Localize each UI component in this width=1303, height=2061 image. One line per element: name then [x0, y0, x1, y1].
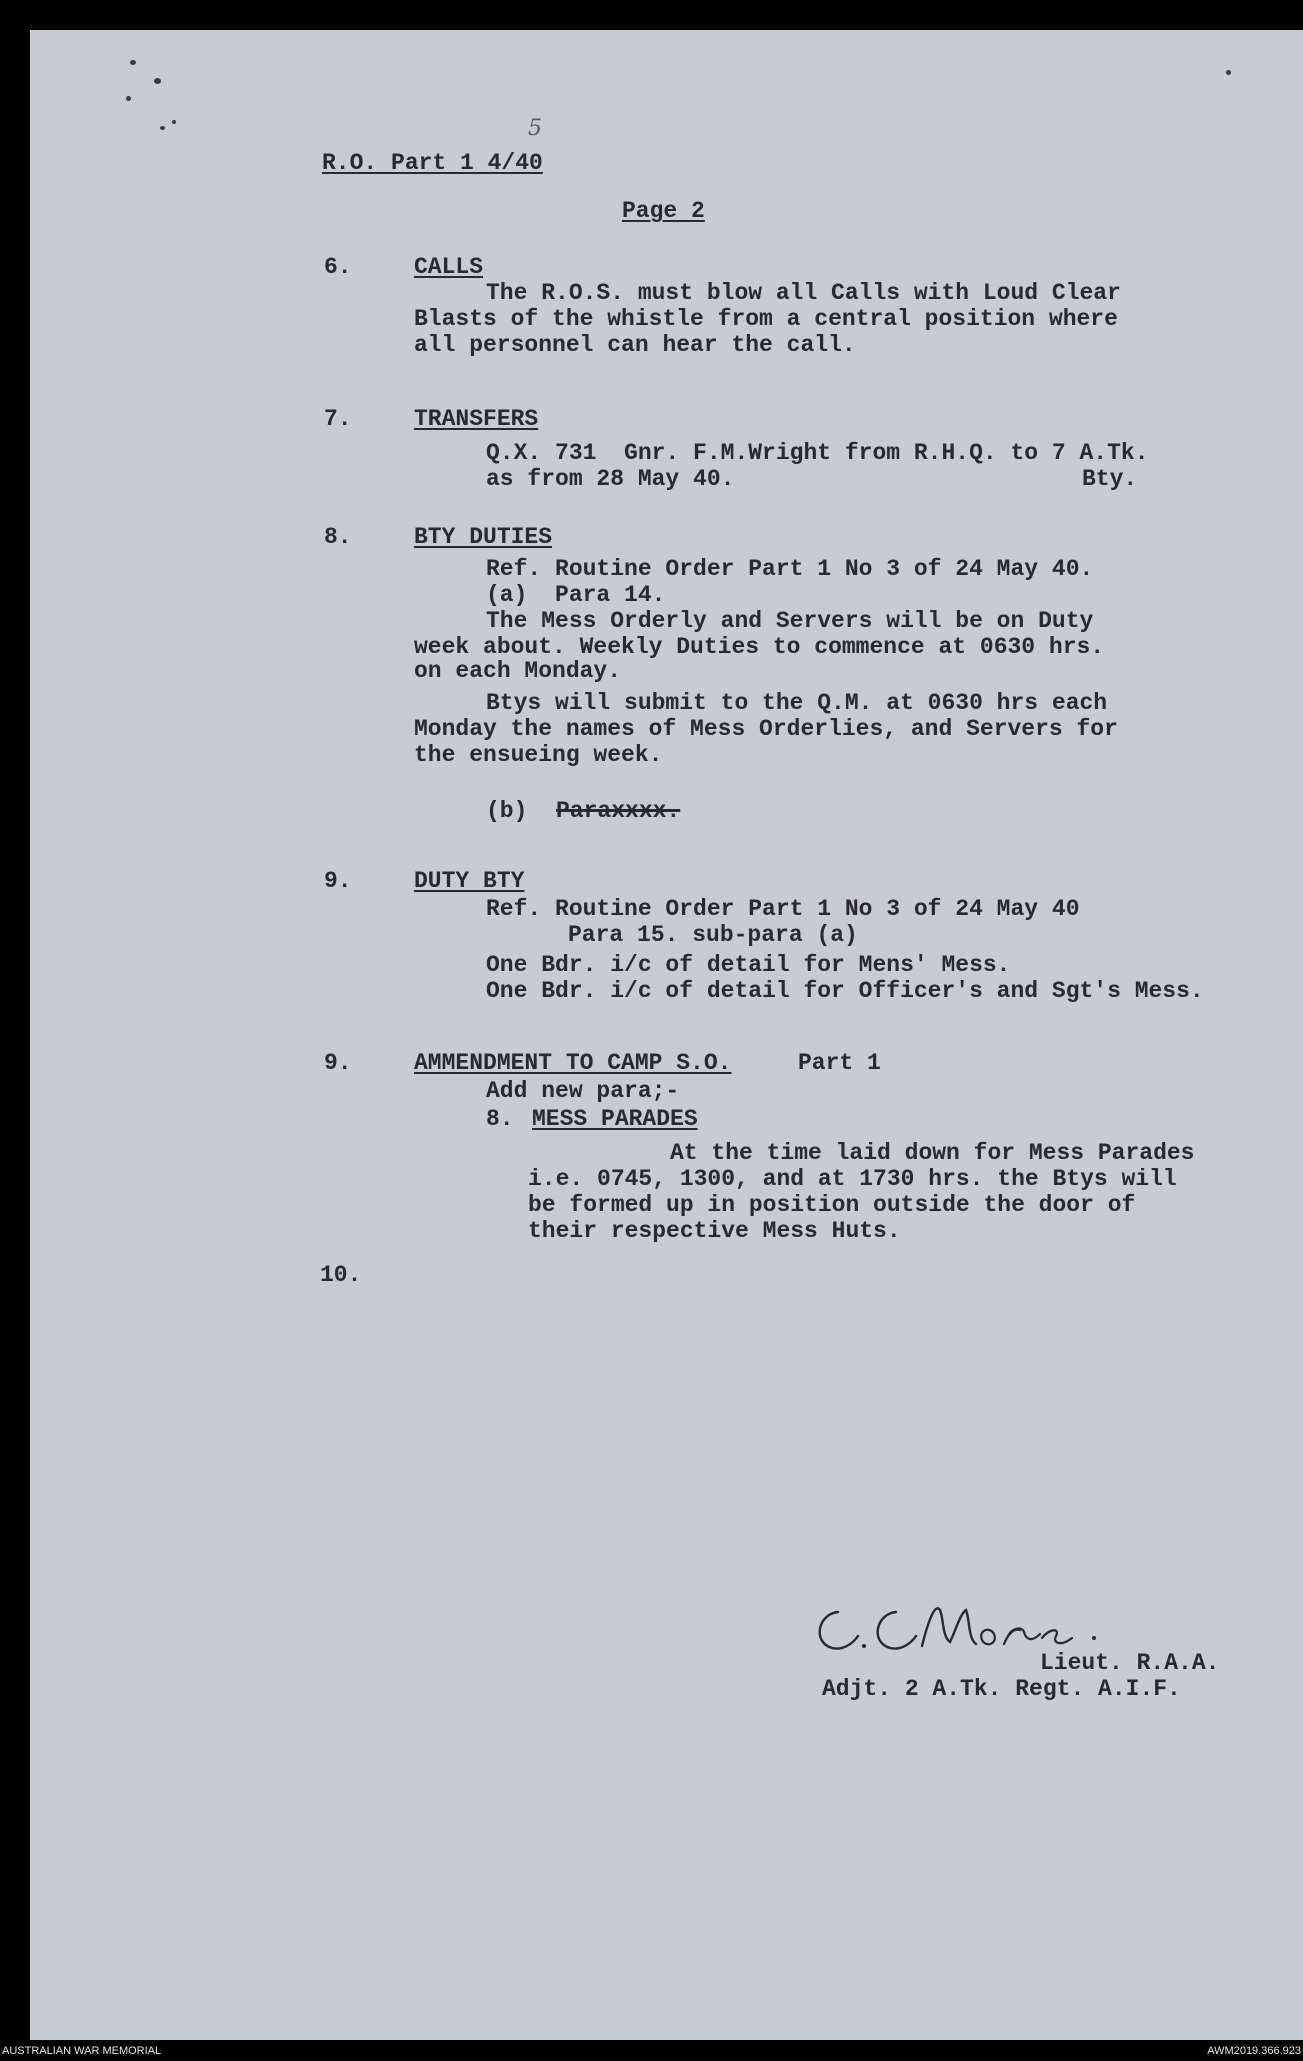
document-header: R.O. Part 1 4/40	[322, 150, 543, 176]
section-line: week about. Weekly Duties to commence at 0630 hrs.	[414, 634, 1105, 660]
section-line: 8.	[486, 1106, 514, 1132]
section-line: Btys will submit to the Q.M. at 0630 hrs each	[486, 690, 1108, 716]
ink-smudge	[154, 78, 161, 84]
section-heading-suffix: Part 1	[798, 1050, 881, 1076]
section-number: 9.	[324, 868, 352, 894]
subheading: MESS PARADES	[532, 1106, 698, 1132]
section-line: One Bdr. i/c of detail for Officer's and Sgt's Mess.	[486, 978, 1204, 1004]
section-line: as from 28 May 40.	[486, 466, 735, 492]
section-line: all personnel can hear the call.	[414, 332, 856, 358]
section-line: One Bdr. i/c of detail for Mens' Mess.	[486, 952, 1011, 978]
section-line: The R.O.S. must blow all Calls with Loud Clear	[486, 280, 1121, 306]
ink-smudge	[1226, 70, 1231, 75]
section-line: Add new para;-	[486, 1078, 680, 1104]
next-section-mark: 10.	[320, 1262, 362, 1288]
section-line: At the time laid down for Mess Parades	[670, 1140, 1195, 1166]
section-heading: AMMENDMENT TO CAMP S.O.	[414, 1050, 732, 1076]
section-line: (a) Para 14.	[486, 582, 666, 608]
ink-smudge	[172, 120, 176, 124]
section-heading: CALLS	[414, 254, 484, 280]
footer-accession: AWM2019.366.923	[1207, 2045, 1301, 2057]
section-line: Blasts of the whistle from a central position where	[414, 306, 1118, 332]
section-number: 9.	[324, 1050, 352, 1076]
section-line: i.e. 0745, 1300, and at 1730 hrs. the Btys will	[528, 1166, 1177, 1192]
footer-institution: AUSTRALIAN WAR MEMORIAL	[2, 2045, 162, 2057]
handwritten-page-number: 5	[528, 116, 542, 141]
ink-smudge	[130, 60, 136, 65]
struck-text: Paraxxxx.	[556, 798, 681, 824]
section-line: Para 15. sub-para (a)	[568, 922, 858, 948]
ink-smudge	[126, 96, 131, 101]
section-heading: DUTY BTY	[414, 868, 525, 894]
document-sheet	[30, 30, 1303, 2040]
typed-document	[30, 30, 1303, 2040]
section-line: (b)	[486, 798, 528, 824]
section-line: The Mess Orderly and Servers will be on Duty	[486, 608, 1094, 634]
section-number: 7.	[324, 406, 352, 432]
section-line: Ref. Routine Order Part 1 No 3 of 24 May 40	[486, 896, 1080, 922]
section-line: Monday the names of Mess Orderlies, and Servers for	[414, 716, 1118, 742]
section-heading: TRANSFERS	[414, 406, 539, 432]
section-line: Q.X. 731 Gnr. F.M.Wright from R.H.Q. to 7 A.Tk.	[486, 440, 1149, 466]
signoff-rank: Lieut. R.A.A.	[1040, 1650, 1220, 1676]
section-line: on each Monday.	[414, 658, 622, 684]
section-line: Ref. Routine Order Part 1 No 3 of 24 May 40.	[486, 556, 1094, 582]
archive-footer	[0, 2041, 1303, 2061]
section-line: their respective Mess Huts.	[528, 1218, 901, 1244]
signoff-appointment: Adjt. 2 A.Tk. Regt. A.I.F.	[822, 1676, 1181, 1702]
section-line: Bty.	[1082, 466, 1138, 492]
section-line: the ensueing week.	[414, 742, 663, 768]
section-line: be formed up in position outside the door of	[528, 1192, 1136, 1218]
section-number: 6.	[324, 254, 352, 280]
section-number: 8.	[324, 524, 352, 550]
section-heading: BTY DUTIES	[414, 524, 553, 550]
ink-smudge	[160, 126, 165, 130]
page-label: Page 2	[622, 198, 705, 224]
